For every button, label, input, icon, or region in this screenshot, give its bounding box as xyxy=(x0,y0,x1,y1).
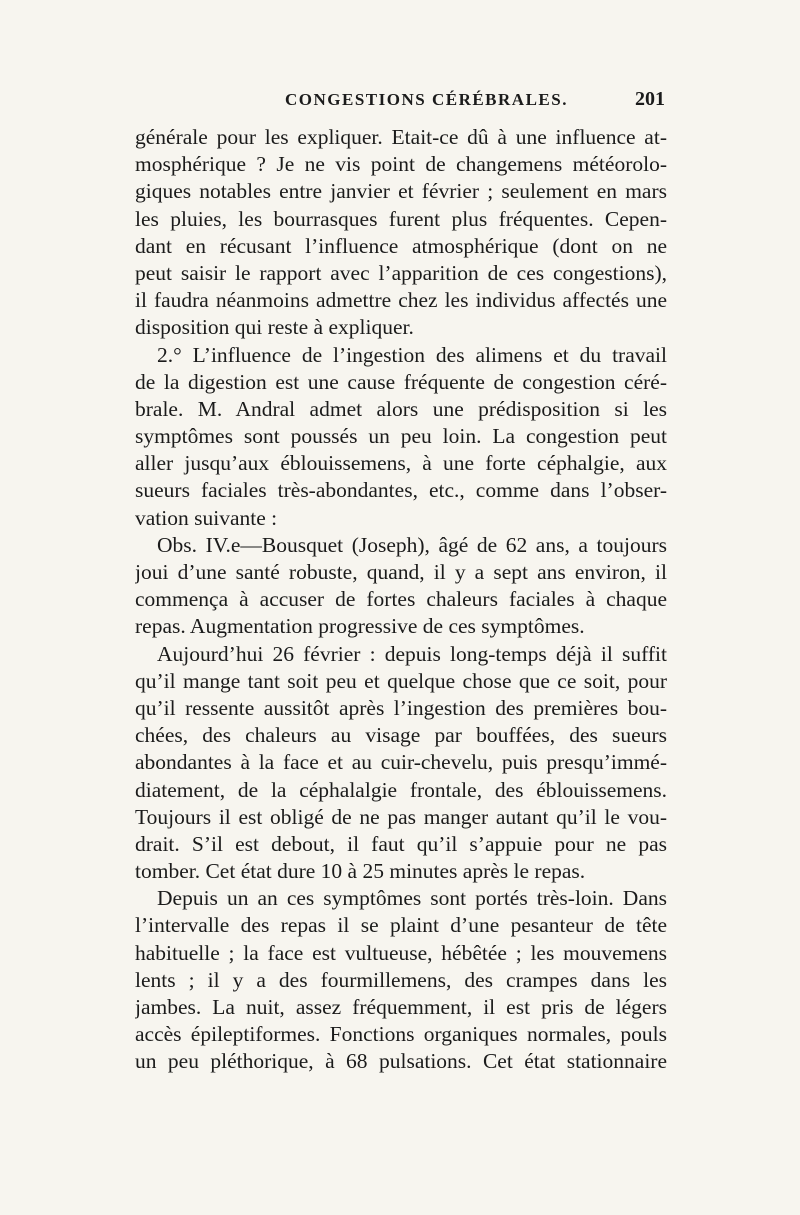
text-line: accès épileptiformes. Fonctions organiques normales, pouls xyxy=(135,1022,667,1047)
text-line: abondantes à la face et au cuir-chevelu, puis presqu’immé- xyxy=(135,750,667,775)
text-line: les pluies, les bourrasques furent plus fréquentes. Cepen- xyxy=(135,206,667,231)
text-line: giques notables entre janvier et février ; seulement en mars xyxy=(135,179,667,204)
text-line: jambes. La nuit, assez fréquemment, il est pris de légers xyxy=(135,995,667,1019)
text-line: disposition qui reste à expliquer. xyxy=(135,315,414,340)
text-line: qu’il ressente aussitôt après l’ingestion des premières bou- xyxy=(135,695,667,720)
text-line: un peu pléthorique, à 68 pulsations. Cet état stationnaire xyxy=(135,1049,667,1074)
text-line: tomber. Cet état dure 10 à 25 minutes après le repas. xyxy=(135,859,586,884)
text-line: aller jusqu’aux éblouissemens, à une forte céphalgie, aux xyxy=(135,451,667,476)
page-number: 201 xyxy=(635,88,665,110)
text-line: il faudra néanmoins admettre chez les individus affectés une xyxy=(135,288,667,313)
body-text xyxy=(135,124,667,1076)
page-header xyxy=(135,88,665,118)
text-line: Obs. IV.e—Bousquet (Joseph), âgé de 62 ans, a toujours xyxy=(157,532,667,557)
text-line: générale pour les expliquer. Etait-ce dû à une influence at- xyxy=(135,125,667,149)
text-line: mosphérique ? Je ne vis point de changemens météorolo- xyxy=(135,152,667,177)
text-line: dant en récusant l’influence atmosphérique (dont on ne xyxy=(135,233,667,258)
text-line: de la digestion est une cause fréquente de congestion céré- xyxy=(135,369,667,394)
text-line: Depuis un an ces symptômes sont portés très-loin. Dans xyxy=(157,886,667,911)
text-line: l’intervalle des repas il se plaint d’une pesanteur de tête xyxy=(135,913,667,938)
text-line: Aujourd’hui 26 février : depuis long-temps déjà il suffit xyxy=(157,641,667,666)
text-line: qu’il mange tant soit peu et quelque chose que ce soit, pour xyxy=(135,668,667,693)
text-line: joui d’une santé robuste, quand, il y a sept ans environ, il xyxy=(135,560,667,584)
text-line: repas. Augmentation progressive de ces symptômes. xyxy=(135,614,585,639)
text-line: sueurs faciales très-abondantes, etc., comme dans l’obser- xyxy=(135,478,667,503)
text-line: Toujours il est obligé de ne pas manger autant qu’il le vou- xyxy=(135,804,667,829)
text-line: brale. M. Andral admet alors une prédisposition si les xyxy=(135,396,667,421)
text-line: chées, des chaleurs au visage par bouffées, des sueurs xyxy=(135,723,667,748)
text-line: lents ; il y a des fourmillemens, des crampes dans les xyxy=(135,967,667,992)
running-title: CONGESTIONS CÉRÉBRALES. xyxy=(285,90,568,109)
text-line: 2.° L’influence de l’ingestion des alimens et du travail xyxy=(157,342,667,367)
text-line: drait. S’il est debout, il faut qu’il s’appuie pour ne pas xyxy=(135,831,667,856)
text-line: diatement, de la céphalalgie frontale, des éblouissemens. xyxy=(135,777,667,802)
text-line: commença à accuser de fortes chaleurs faciales à chaque xyxy=(135,587,667,612)
text-line: vation suivante : xyxy=(135,505,278,530)
text-line: symptômes sont poussés un peu loin. La congestion peut xyxy=(135,424,667,449)
text-line: habituelle ; la face est vultueuse, hébêtée ; les mouvemens xyxy=(135,940,667,965)
text-line: peut saisir le rapport avec l’apparition de ces congestions), xyxy=(135,260,667,285)
